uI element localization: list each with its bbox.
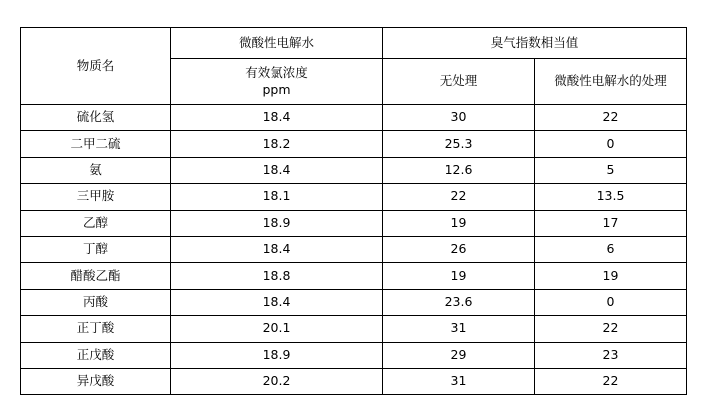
cell-substance-name: 乙醇 xyxy=(21,210,171,236)
table-row xyxy=(21,289,687,315)
deodorization-data-table xyxy=(20,27,687,395)
cell-odor-treated: 5 xyxy=(535,157,687,183)
header-chlorine-unit: ppm xyxy=(262,81,291,97)
cell-odor-untreated: 26 xyxy=(383,236,535,262)
cell-odor-treated: 19 xyxy=(535,263,687,289)
cell-effective-chlorine: 18.8 xyxy=(171,263,383,289)
cell-substance-name: 丙酸 xyxy=(21,289,171,315)
cell-odor-untreated: 31 xyxy=(383,368,535,394)
cell-effective-chlorine: 18.4 xyxy=(171,105,383,131)
header-effective-chlorine-concentration xyxy=(171,59,383,105)
cell-odor-untreated: 25.3 xyxy=(383,131,535,157)
cell-odor-treated: 17 xyxy=(535,210,687,236)
table-row xyxy=(21,184,687,210)
cell-effective-chlorine: 20.1 xyxy=(171,316,383,342)
cell-odor-untreated: 23.6 xyxy=(383,289,535,315)
cell-effective-chlorine: 18.4 xyxy=(171,236,383,262)
header-chlorine-label: 有效氯浓度 xyxy=(245,64,308,80)
cell-odor-untreated: 29 xyxy=(383,342,535,368)
table-row xyxy=(21,210,687,236)
table-row xyxy=(21,263,687,289)
cell-odor-untreated: 30 xyxy=(383,105,535,131)
cell-odor-treated: 0 xyxy=(535,131,687,157)
table-row xyxy=(21,316,687,342)
cell-substance-name: 丁醇 xyxy=(21,236,171,262)
cell-effective-chlorine: 18.1 xyxy=(171,184,383,210)
cell-substance-name: 二甲二硫 xyxy=(21,131,171,157)
cell-odor-untreated: 22 xyxy=(383,184,535,210)
table-row xyxy=(21,105,687,131)
cell-effective-chlorine: 18.9 xyxy=(171,342,383,368)
table-body xyxy=(21,105,687,395)
cell-odor-untreated: 19 xyxy=(383,263,535,289)
cell-substance-name: 正丁酸 xyxy=(21,316,171,342)
cell-effective-chlorine: 18.9 xyxy=(171,210,383,236)
header-group-electrolyzed-water: 微酸性电解水 xyxy=(171,28,383,59)
header-untreated: 无处理 xyxy=(383,59,535,105)
cell-odor-untreated: 31 xyxy=(383,316,535,342)
table-row xyxy=(21,342,687,368)
table-row xyxy=(21,131,687,157)
cell-substance-name: 正戊酸 xyxy=(21,342,171,368)
cell-odor-untreated: 19 xyxy=(383,210,535,236)
header-substance-name: 物质名 xyxy=(21,28,171,105)
cell-odor-treated: 13.5 xyxy=(535,184,687,210)
table-header-group-row xyxy=(21,28,687,59)
cell-effective-chlorine: 18.4 xyxy=(171,157,383,183)
cell-effective-chlorine: 20.2 xyxy=(171,368,383,394)
cell-odor-treated: 22 xyxy=(535,368,687,394)
header-treated: 微酸性电解水的处理 xyxy=(535,59,687,105)
cell-substance-name: 硫化氢 xyxy=(21,105,171,131)
table-row xyxy=(21,236,687,262)
table-header xyxy=(21,28,687,105)
cell-substance-name: 醋酸乙酯 xyxy=(21,263,171,289)
cell-odor-treated: 22 xyxy=(535,105,687,131)
header-group-odor-index: 臭气指数相当值 xyxy=(383,28,687,59)
cell-substance-name: 氨 xyxy=(21,157,171,183)
cell-odor-treated: 22 xyxy=(535,316,687,342)
cell-effective-chlorine: 18.2 xyxy=(171,131,383,157)
cell-odor-treated: 0 xyxy=(535,289,687,315)
cell-odor-untreated: 12.6 xyxy=(383,157,535,183)
cell-odor-treated: 6 xyxy=(535,236,687,262)
cell-effective-chlorine: 18.4 xyxy=(171,289,383,315)
table-row xyxy=(21,157,687,183)
cell-odor-treated: 23 xyxy=(535,342,687,368)
cell-substance-name: 三甲胺 xyxy=(21,184,171,210)
cell-substance-name: 异戊酸 xyxy=(21,368,171,394)
table-row xyxy=(21,368,687,394)
